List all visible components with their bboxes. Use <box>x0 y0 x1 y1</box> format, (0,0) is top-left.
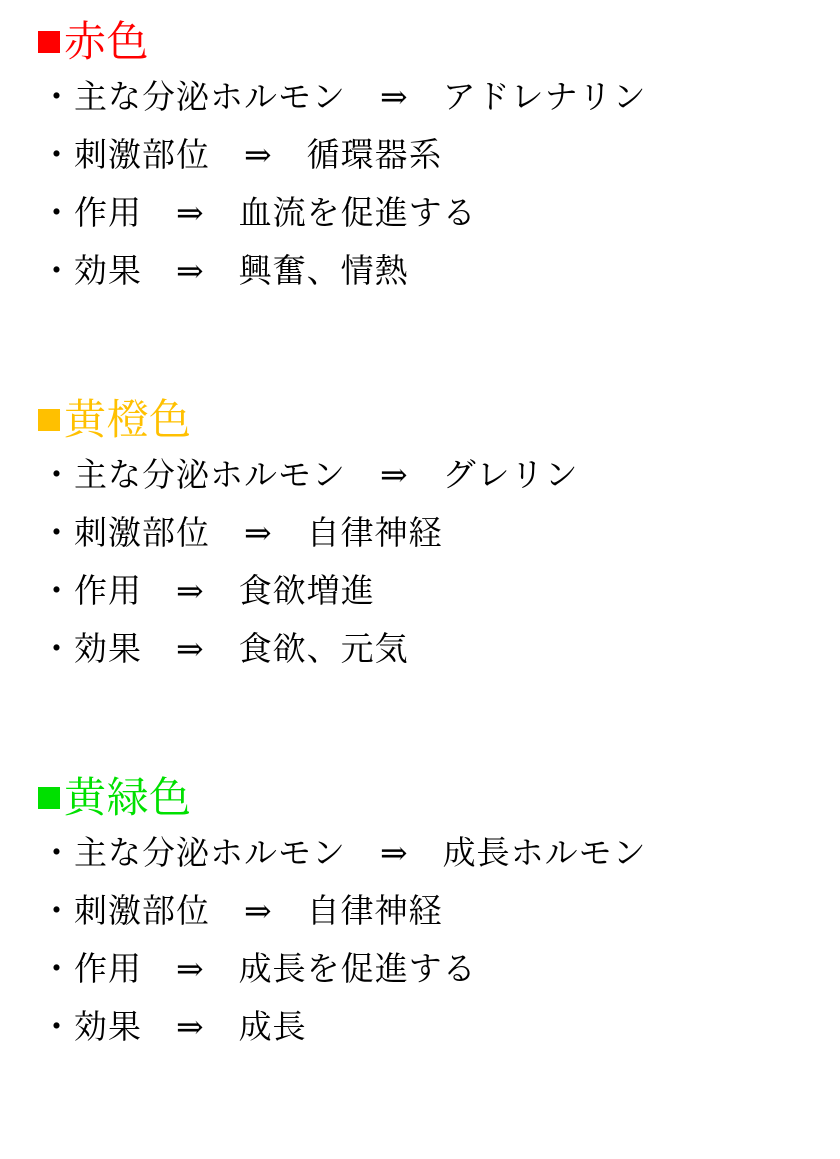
section-red <box>0 18 840 300</box>
list-item: ・刺激部位 ⇒ 循環器系 <box>40 135 443 174</box>
section-yellow-green-title: 黄緑色 <box>64 773 192 822</box>
list-item: ・刺激部位 ⇒ 自律神経 <box>40 513 443 552</box>
list-item: ・作用 ⇒ 成長を促進する <box>40 949 477 988</box>
list-item: ・効果 ⇒ 食欲、元気 <box>40 629 409 668</box>
list-item: ・主な分泌ホルモン ⇒ アドレナリン <box>40 77 647 116</box>
section-spacer <box>0 678 840 774</box>
section-yellow-green <box>0 774 840 1056</box>
section-yellow-orange <box>0 396 840 678</box>
section-yellow-green-lines <box>0 824 840 1056</box>
list-item: ・刺激部位 ⇒ 自律神経 <box>40 891 443 930</box>
square-bullet-icon <box>38 787 60 809</box>
section-yellow-orange-title: 黄橙色 <box>64 395 192 444</box>
list-item: ・効果 ⇒ 興奮、情熱 <box>40 251 409 290</box>
section-red-title: 赤色 <box>64 17 150 66</box>
square-bullet-icon <box>38 31 60 53</box>
list-item: ・作用 ⇒ 血流を促進する <box>40 193 477 232</box>
section-yellow-orange-lines <box>0 446 840 678</box>
square-bullet-icon <box>38 409 60 431</box>
section-spacer <box>0 300 840 396</box>
list-item: ・主な分泌ホルモン ⇒ グレリン <box>40 455 579 494</box>
list-item: ・主な分泌ホルモン ⇒ 成長ホルモン <box>40 833 647 872</box>
section-yellow-green-header <box>0 774 840 822</box>
list-item: ・効果 ⇒ 成長 <box>40 1007 307 1046</box>
section-yellow-orange-header <box>0 396 840 444</box>
list-item: ・作用 ⇒ 食欲増進 <box>40 571 375 610</box>
section-red-header <box>0 18 840 66</box>
section-red-lines <box>0 68 840 300</box>
